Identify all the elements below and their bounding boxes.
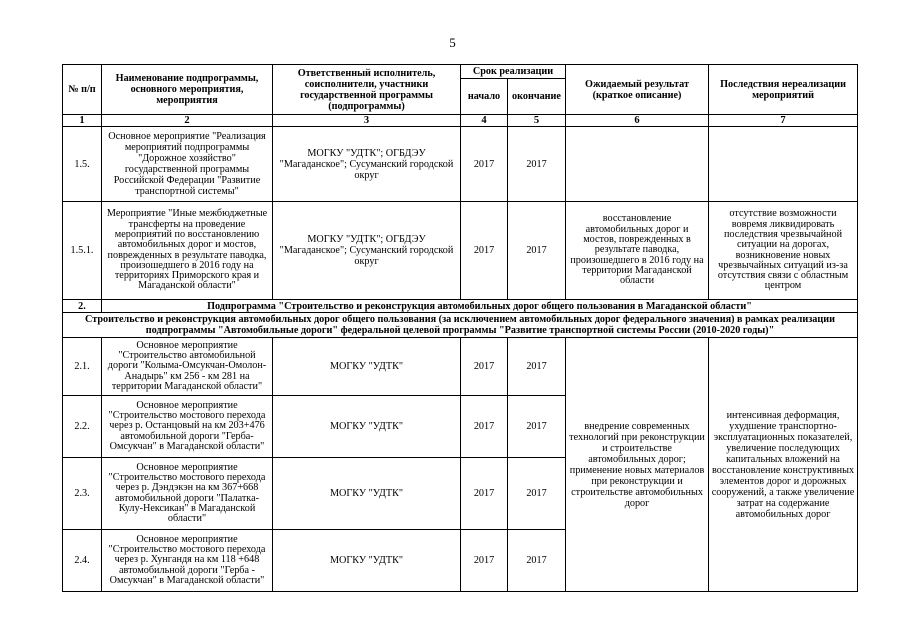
table-row <box>63 338 858 396</box>
row-consequence <box>709 127 858 202</box>
col-number: 4 <box>461 115 508 127</box>
row-name: Мероприятие "Иные межбюджетные трансферты на проведение мероприятий по восстановлению автомобильных дорог и мостов, поврежденных в результате паводка, произошедшего в 2016 году на территориях Приморского края и Магаданской области" <box>102 202 273 300</box>
row-number: 2.1. <box>63 338 102 396</box>
row-end: 2017 <box>508 202 566 300</box>
header-executor: Ответственный исполнитель, соисполнители, участники государственной программы (подпрограммы) <box>273 65 461 115</box>
table-row <box>63 127 858 202</box>
row-result <box>566 127 709 202</box>
row-start: 2017 <box>461 127 508 202</box>
row-number: 2.4. <box>63 530 102 592</box>
row-number: 2.2. <box>63 396 102 458</box>
section-result: внедрение современных технологий при реконструкции и строительстве автомобильных дорог; применение новых материалов при реконструкции и строительстве автомобильных дорог <box>566 338 709 592</box>
row-start: 2017 <box>461 396 508 458</box>
row-start: 2017 <box>461 202 508 300</box>
table-row <box>63 202 858 300</box>
section-consequence: интенсивная деформация, ухудшение транспортно-эксплуатационных показателей, увеличение последующих капитальных вложений на восстановление конструктивных элементов дорог и дорожных сооружений, а также увеличение затрат на содержание автомобильных дорог <box>709 338 858 592</box>
row-name: Основное мероприятие "Реализация мероприятий подпрограммы "Дорожное хозяйство" государственной программы Российской Федерации "Развитие транспортной системы" <box>102 127 273 202</box>
row-name: Основное мероприятие "Строительство мостового перехода через р. Дэндэкэн на км 367+668 автомобильной дороги "Палатка-Кулу-Нексикан" в Магаданской области" <box>102 458 273 530</box>
row-name: Основное мероприятие "Строительство мостового перехода через р. Останцовый на км 203+476 автомобильной дороги "Герба-Омсукчан" в Магаданской области" <box>102 396 273 458</box>
row-executor: МОГКУ "УДТК"; ОГБДЭУ "Магаданское"; Сусуманский городской округ <box>273 127 461 202</box>
row-end: 2017 <box>508 338 566 396</box>
col-number: 2 <box>102 115 273 127</box>
row-number: 2.3. <box>63 458 102 530</box>
row-number: 1.5.1. <box>63 202 102 300</box>
col-number: 7 <box>709 115 858 127</box>
col-number: 6 <box>566 115 709 127</box>
row-number: 1.5. <box>63 127 102 202</box>
program-table <box>62 64 858 592</box>
header-name: Наименование подпрограммы, основного мероприятия, мероприятия <box>102 65 273 115</box>
col-number: 3 <box>273 115 461 127</box>
row-name: Основное мероприятие "Строительство автомобильной дороги "Колыма-Омсукчан-Омолон-Анадырь" км 256 - км 281 на территории Магаданской области" <box>102 338 273 396</box>
header-no: № п/п <box>63 65 102 115</box>
row-executor: МОГКУ "УДТК" <box>273 530 461 592</box>
section-row <box>63 300 858 313</box>
section-subtitle: Строительство и реконструкция автомобильных дорог общего пользования (за исключением автомобильных дорог федерального значения) в рамках реализации подпрограммы "Автомобильные дороги" федеральной целевой программы "Развитие транспортной системы России (2010-2020 годы)" <box>63 313 858 338</box>
header-start: начало <box>461 79 508 115</box>
header-period: Срок реализации <box>461 65 566 79</box>
section-subtitle-row <box>63 313 858 338</box>
row-name: Основное мероприятие "Строительство мостового перехода через р. Хунгандя на км 118 +648 автомобильной дороги "Герба - Омсукчан" в Магаданской области" <box>102 530 273 592</box>
row-start: 2017 <box>461 530 508 592</box>
row-start: 2017 <box>461 338 508 396</box>
section-number: 2. <box>63 300 102 313</box>
row-executor: МОГКУ "УДТК"; ОГБДЭУ "Магаданское"; Сусуманский городской округ <box>273 202 461 300</box>
header-result: Ожидаемый результат (краткое описание) <box>566 65 709 115</box>
page-number: 5 <box>449 35 456 50</box>
row-end: 2017 <box>508 396 566 458</box>
row-consequence: отсутствие возможности вовремя ликвидировать последствия чрезвычайной ситуации на дорогах, возникновение новых чрезвычайных ситуаций из-за отсутствия связи с областным центром <box>709 202 858 300</box>
row-executor: МОГКУ "УДТК" <box>273 396 461 458</box>
col-number: 5 <box>508 115 566 127</box>
col-number: 1 <box>63 115 102 127</box>
row-start: 2017 <box>461 458 508 530</box>
row-executor: МОГКУ "УДТК" <box>273 458 461 530</box>
header-consequence: Последствия нереализации мероприятий <box>709 65 858 115</box>
row-executor: МОГКУ "УДТК" <box>273 338 461 396</box>
section-title: Подпрограмма "Строительство и реконструкция автомобильных дорог общего пользования в Магаданской области" <box>102 300 858 313</box>
row-end: 2017 <box>508 127 566 202</box>
row-end: 2017 <box>508 458 566 530</box>
row-end: 2017 <box>508 530 566 592</box>
header-end: окончание <box>508 79 566 115</box>
row-result: восстановление автомобильных дорог и мостов, поврежденных в результате паводка, произошедшего в 2016 году на территории Магаданской области <box>566 202 709 300</box>
